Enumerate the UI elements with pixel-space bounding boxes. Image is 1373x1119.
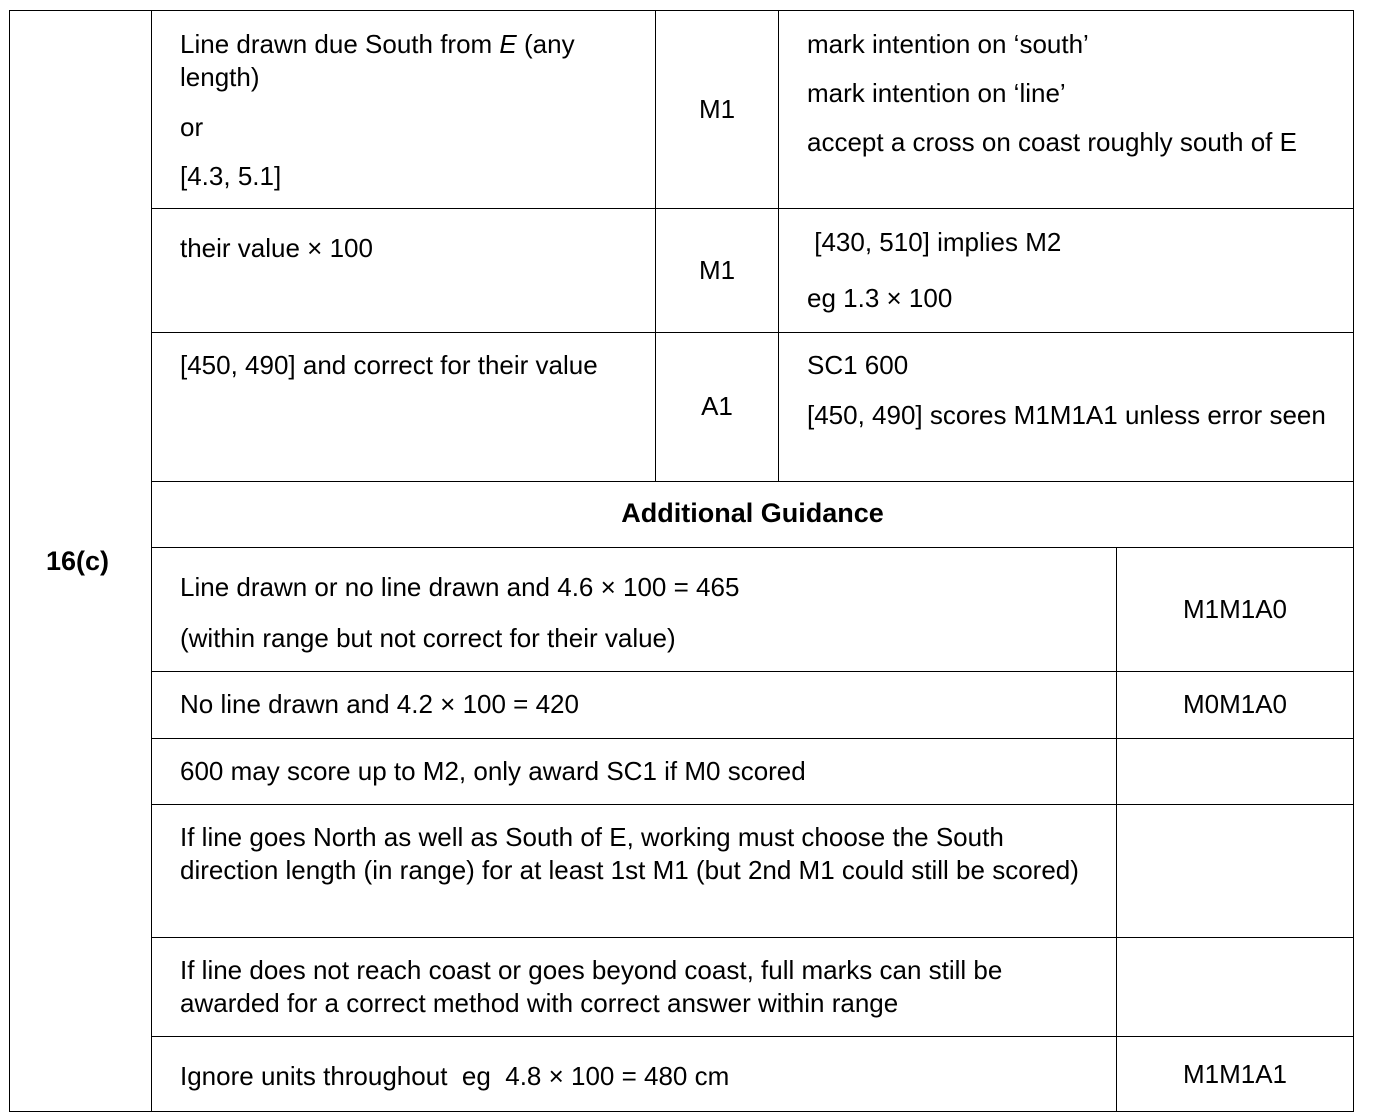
guidance-row-1-line-2: (within range but not correct for their value) [180, 623, 676, 653]
comment-cell-row-3 [807, 349, 1347, 432]
guidance-title: Additional Guidance [621, 498, 884, 528]
answer-text-part-2: (any length) [180, 29, 575, 92]
guidance-cell-row-4 [180, 821, 1105, 887]
table-divider-question-col [151, 10, 152, 1112]
guidance-row-5-line-1: If line does not reach coast or goes beyond coast, full marks can still be awarded for a correct method with correct answer within range [180, 955, 1003, 1018]
comment-row-3-line-1: SC1 600 [807, 350, 909, 380]
answer-cell-row-1 [180, 28, 640, 193]
comment-row-2-line-1: [430, 510] implies M2 [807, 227, 1062, 257]
guidance-row-divider-3 [151, 804, 1354, 805]
guidance-cell-row-3 [180, 755, 1105, 788]
guidance-row-4-line-1: If line goes North as well as South of E, working must choose the South direction length (in range) for at least 1st M1 (but 2nd M1 could still be scored) [180, 822, 1079, 885]
row-divider-3 [151, 481, 1354, 482]
mark-row-1: M1 [698, 94, 736, 124]
guidance-row-6-line-1: Ignore units throughout eg 4.8 × 100 = 480 cm [180, 1061, 730, 1091]
answer-text-part-1: Line drawn due South from [180, 29, 500, 59]
guidance-row-divider-5 [151, 1036, 1354, 1037]
mark-row-2: M1 [698, 255, 736, 285]
comment-row-2-line-2: eg 1.3 × 100 [807, 283, 953, 313]
answer-row-2: their value × 100 [180, 233, 373, 263]
guidance-marks-row-2: M0M1A0 [1182, 689, 1288, 719]
guidance-cell-row-5 [180, 954, 1105, 1020]
comment-row-3-line-2: [450, 490] scores M1M1A1 unless error seen [807, 400, 1326, 430]
guidance-marks-row-1: M1M1A0 [1182, 594, 1288, 624]
table-border-right [1353, 10, 1354, 1112]
table-divider-mark-comment [778, 10, 779, 482]
guidance-row-divider-1 [151, 671, 1354, 672]
guidance-cell-row-6 [180, 1060, 1105, 1093]
guidance-cell-row-2 [180, 688, 1105, 721]
answer-cell-row-2 [180, 232, 640, 265]
answer-range: [4.3, 5.1] [180, 161, 282, 191]
comment-cell-row-1 [807, 28, 1342, 159]
answer-or: or [180, 112, 204, 142]
row-divider-guidance-title [151, 547, 1354, 548]
guidance-divider-marks [1116, 547, 1117, 1112]
guidance-row-3-line-1: 600 may score up to M2, only award SC1 if M0 scored [180, 756, 806, 786]
guidance-row-1-line-1: Line drawn or no line drawn and 4.6 × 100 = 465 [180, 572, 740, 602]
comment-cell-row-2 [807, 226, 1342, 315]
comment-row-1-line-3: accept a cross on coast roughly south of E [807, 127, 1297, 157]
guidance-row-divider-2 [151, 738, 1354, 739]
answer-text-point-e: E [499, 29, 517, 59]
answer-cell-row-3 [180, 349, 620, 382]
answer-row-3: [450, 490] and correct for their value [180, 350, 598, 380]
table-border-left [9, 10, 10, 1112]
comment-row-1-line-1: mark intention on ‘south’ [807, 29, 1089, 59]
row-divider-2 [151, 332, 1354, 333]
mark-row-3: A1 [701, 391, 733, 421]
guidance-marks-row-6: M1M1A1 [1182, 1059, 1288, 1089]
table-border-bottom [9, 1111, 1354, 1112]
guidance-row-2-line-1: No line drawn and 4.2 × 100 = 420 [180, 689, 579, 719]
guidance-row-divider-4 [151, 937, 1354, 938]
comment-row-1-line-2: mark intention on ‘line’ [807, 78, 1066, 108]
table-border-top [9, 10, 1354, 11]
question-number: 16(c) [46, 546, 110, 576]
row-divider-1 [151, 208, 1354, 209]
guidance-cell-row-1 [180, 571, 1105, 655]
